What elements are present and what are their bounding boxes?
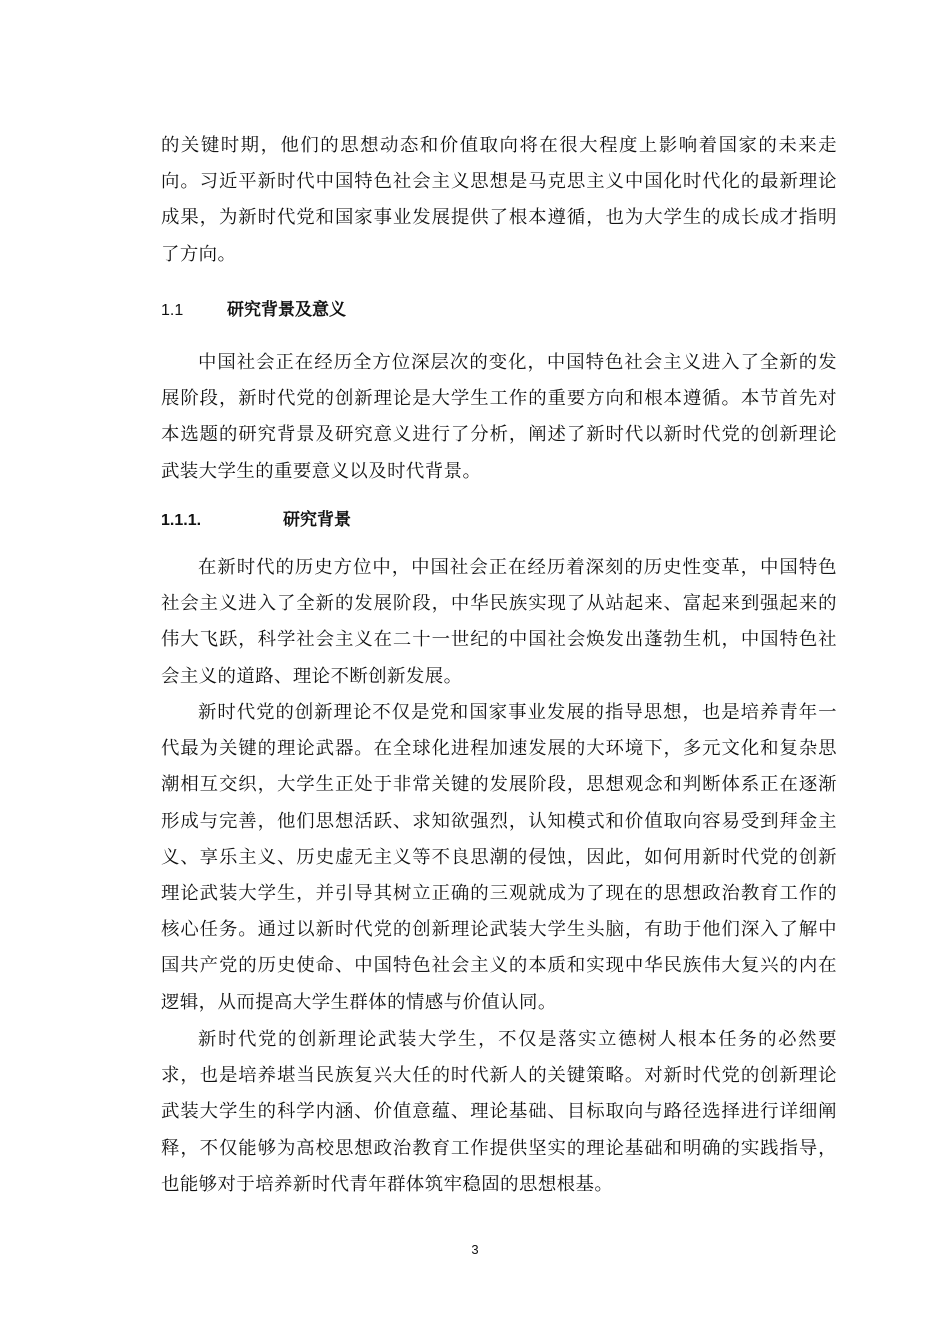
section-1-1-paragraph: 中国社会正在经历全方位深层次的变化，中国特色社会主义进入了全新的发展阶段，新时代党的创新理论是大学生工作的重要方向和根本遵循。本节首先对本选题的研究背景及研究意义进行了分析，阐述了新时代以新时代党的创新理论武装大学生的重要意义以及时代背景。 [161,352,837,482]
section-heading-1-1 [161,298,346,323]
subsection-number: 1.1.1. [161,512,202,529]
page-number: 3 [471,1242,479,1257]
subsection-title: 研究背景 [283,510,351,530]
section-heading-1-1-1 [161,508,351,533]
body-paragraph-2: 新时代党的创新理论不仅是党和国家事业发展的指导思想，也是培养青年一代最为关键的理论武器。在全球化进程加速发展的大环境下，多元文化和复杂思潮相互交织，大学生正处于非常关键的发展阶段，思想观念和判断体系正在逐渐形成与完善，他们思想活跃、求知欲强烈，认知模式和价值取向容易受到拜金主义、享乐主义、历史虚无主义等不良思潮的侵蚀，因此，如何用新时代党的创新理论武装大学生，并引导其树立正确的三观就成为了现在的思想政治教育工作的核心任务。通过以新时代党的创新理论武装大学生头脑，有助于他们深入了解中国共产党的历史使命、中国特色社会主义的本质和实现中华民族伟大复兴的内在逻辑，从而提高大学生群体的情感与价值认同。 [161,702,837,1013]
body-paragraph-3: 新时代党的创新理论武装大学生，不仅是落实立德树人根本任务的必然要求，也是培养堪当民族复兴大任的时代新人的关键策略。对新时代党的创新理论武装大学生的科学内涵、价值意蕴、理论基础、目标取向与路径选择进行详细阐释，不仅能够为高校思想政治教育工作提供坚实的理论基础和明确的实践指导，也能够对于培养新时代青年群体筑牢稳固的思想根基。 [161,1029,837,1195]
opening-paragraph: 的关键时期，他们的思想动态和价值取向将在很大程度上影响着国家的未来走向。习近平新时代中国特色社会主义思想是马克思主义中国化时代化的最新理论成果，为新时代党和国家事业发展提供了根本遵循，也为大学生的成长成才指明了方向。 [161,135,837,265]
section-number: 1.1 [161,302,184,319]
body-paragraph-1: 在新时代的历史方位中，中国社会正在经历着深刻的历史性变革，中国特色社会主义进入了全新的发展阶段，中华民族实现了从站起来、富起来到强起来的伟大飞跃，科学社会主义在二十一世纪的中国社会焕发出蓬勃生机，中国特色社会主义的道路、理论不断创新发展。 [161,557,837,687]
section-title: 研究背景及意义 [227,300,346,320]
